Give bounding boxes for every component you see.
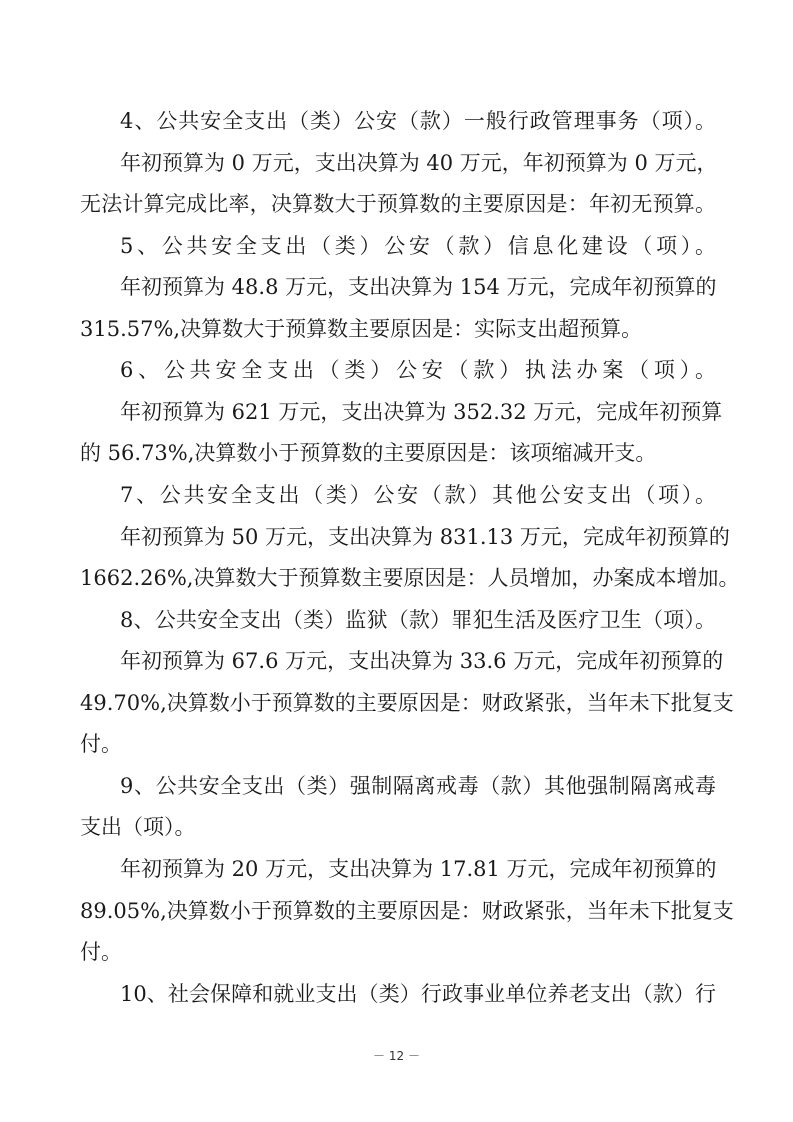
text-line: 1662.26%,决算数大于预算数主要原因是：人员增加，办案成本增加。 [80,566,740,590]
text-line: 年初预算为 621 万元，支出决算为 352.32 万元，完成年初预算 [120,400,723,424]
page-number: － 12 － [373,1049,420,1063]
text-line: 年初预算为 20 万元，支出决算为 17.81 万元，完成年初预算的 [120,857,717,881]
text-line: 49.70%,决算数小于预算数的主要原因是：财政紧张，当年未下批复支 [80,691,734,715]
text-line: 付。 [80,732,122,756]
text-line: 8、公共安全支出（类）监狱（款）罪犯生活及医疗卫生（项）。 [120,608,716,632]
text-line: 315.57%,决算数大于预算数主要原因是：实际支出超预算。 [80,317,643,341]
text-line: 89.05%,决算数小于预算数的主要原因是：财政紧张，当年未下批复支 [80,899,734,923]
text-line: 年初预算为 50 万元，支出决算为 831.13 万元，完成年初预算的 [120,525,730,549]
text-line: 支出（项）。 [80,815,196,839]
text-line: 9、公共安全支出（类）强制隔离戒毒（款）其他强制隔离戒毒 [120,774,716,798]
text-line: 年初预算为 0 万元，支出决算为 40 万元，年初预算为 0 万元， [120,151,718,175]
text-line: 付。 [80,940,122,964]
text-line: 6、公共安全支出（类）公安（款）执法办案（项）。 [120,358,716,382]
text-line: 的 56.73%,决算数小于预算数的主要原因是：该项缩减开支。 [80,441,657,465]
text-line: 4、公共安全支出（类）公安（款）一般行政管理事务（项）。 [120,109,716,133]
text-line: 10、社会保障和就业支出（类）行政事业单位养老支出（款）行 [120,982,716,1006]
text-line: 7、公共安全支出（类）公安（款）其他公安支出（项）。 [120,483,716,507]
text-line: 5、公共安全支出（类）公安（款）信息化建设（项）。 [120,234,716,258]
text-line: 年初预算为 67.6 万元，支出决算为 33.6 万元，完成年初预算的 [120,649,724,673]
text-line: 年初预算为 48.8 万元，支出决算为 154 万元，完成年初预算的 [120,275,717,299]
text-line: 无法计算完成比率，决算数大于预算数的主要原因是：年初无预算。 [80,192,716,216]
